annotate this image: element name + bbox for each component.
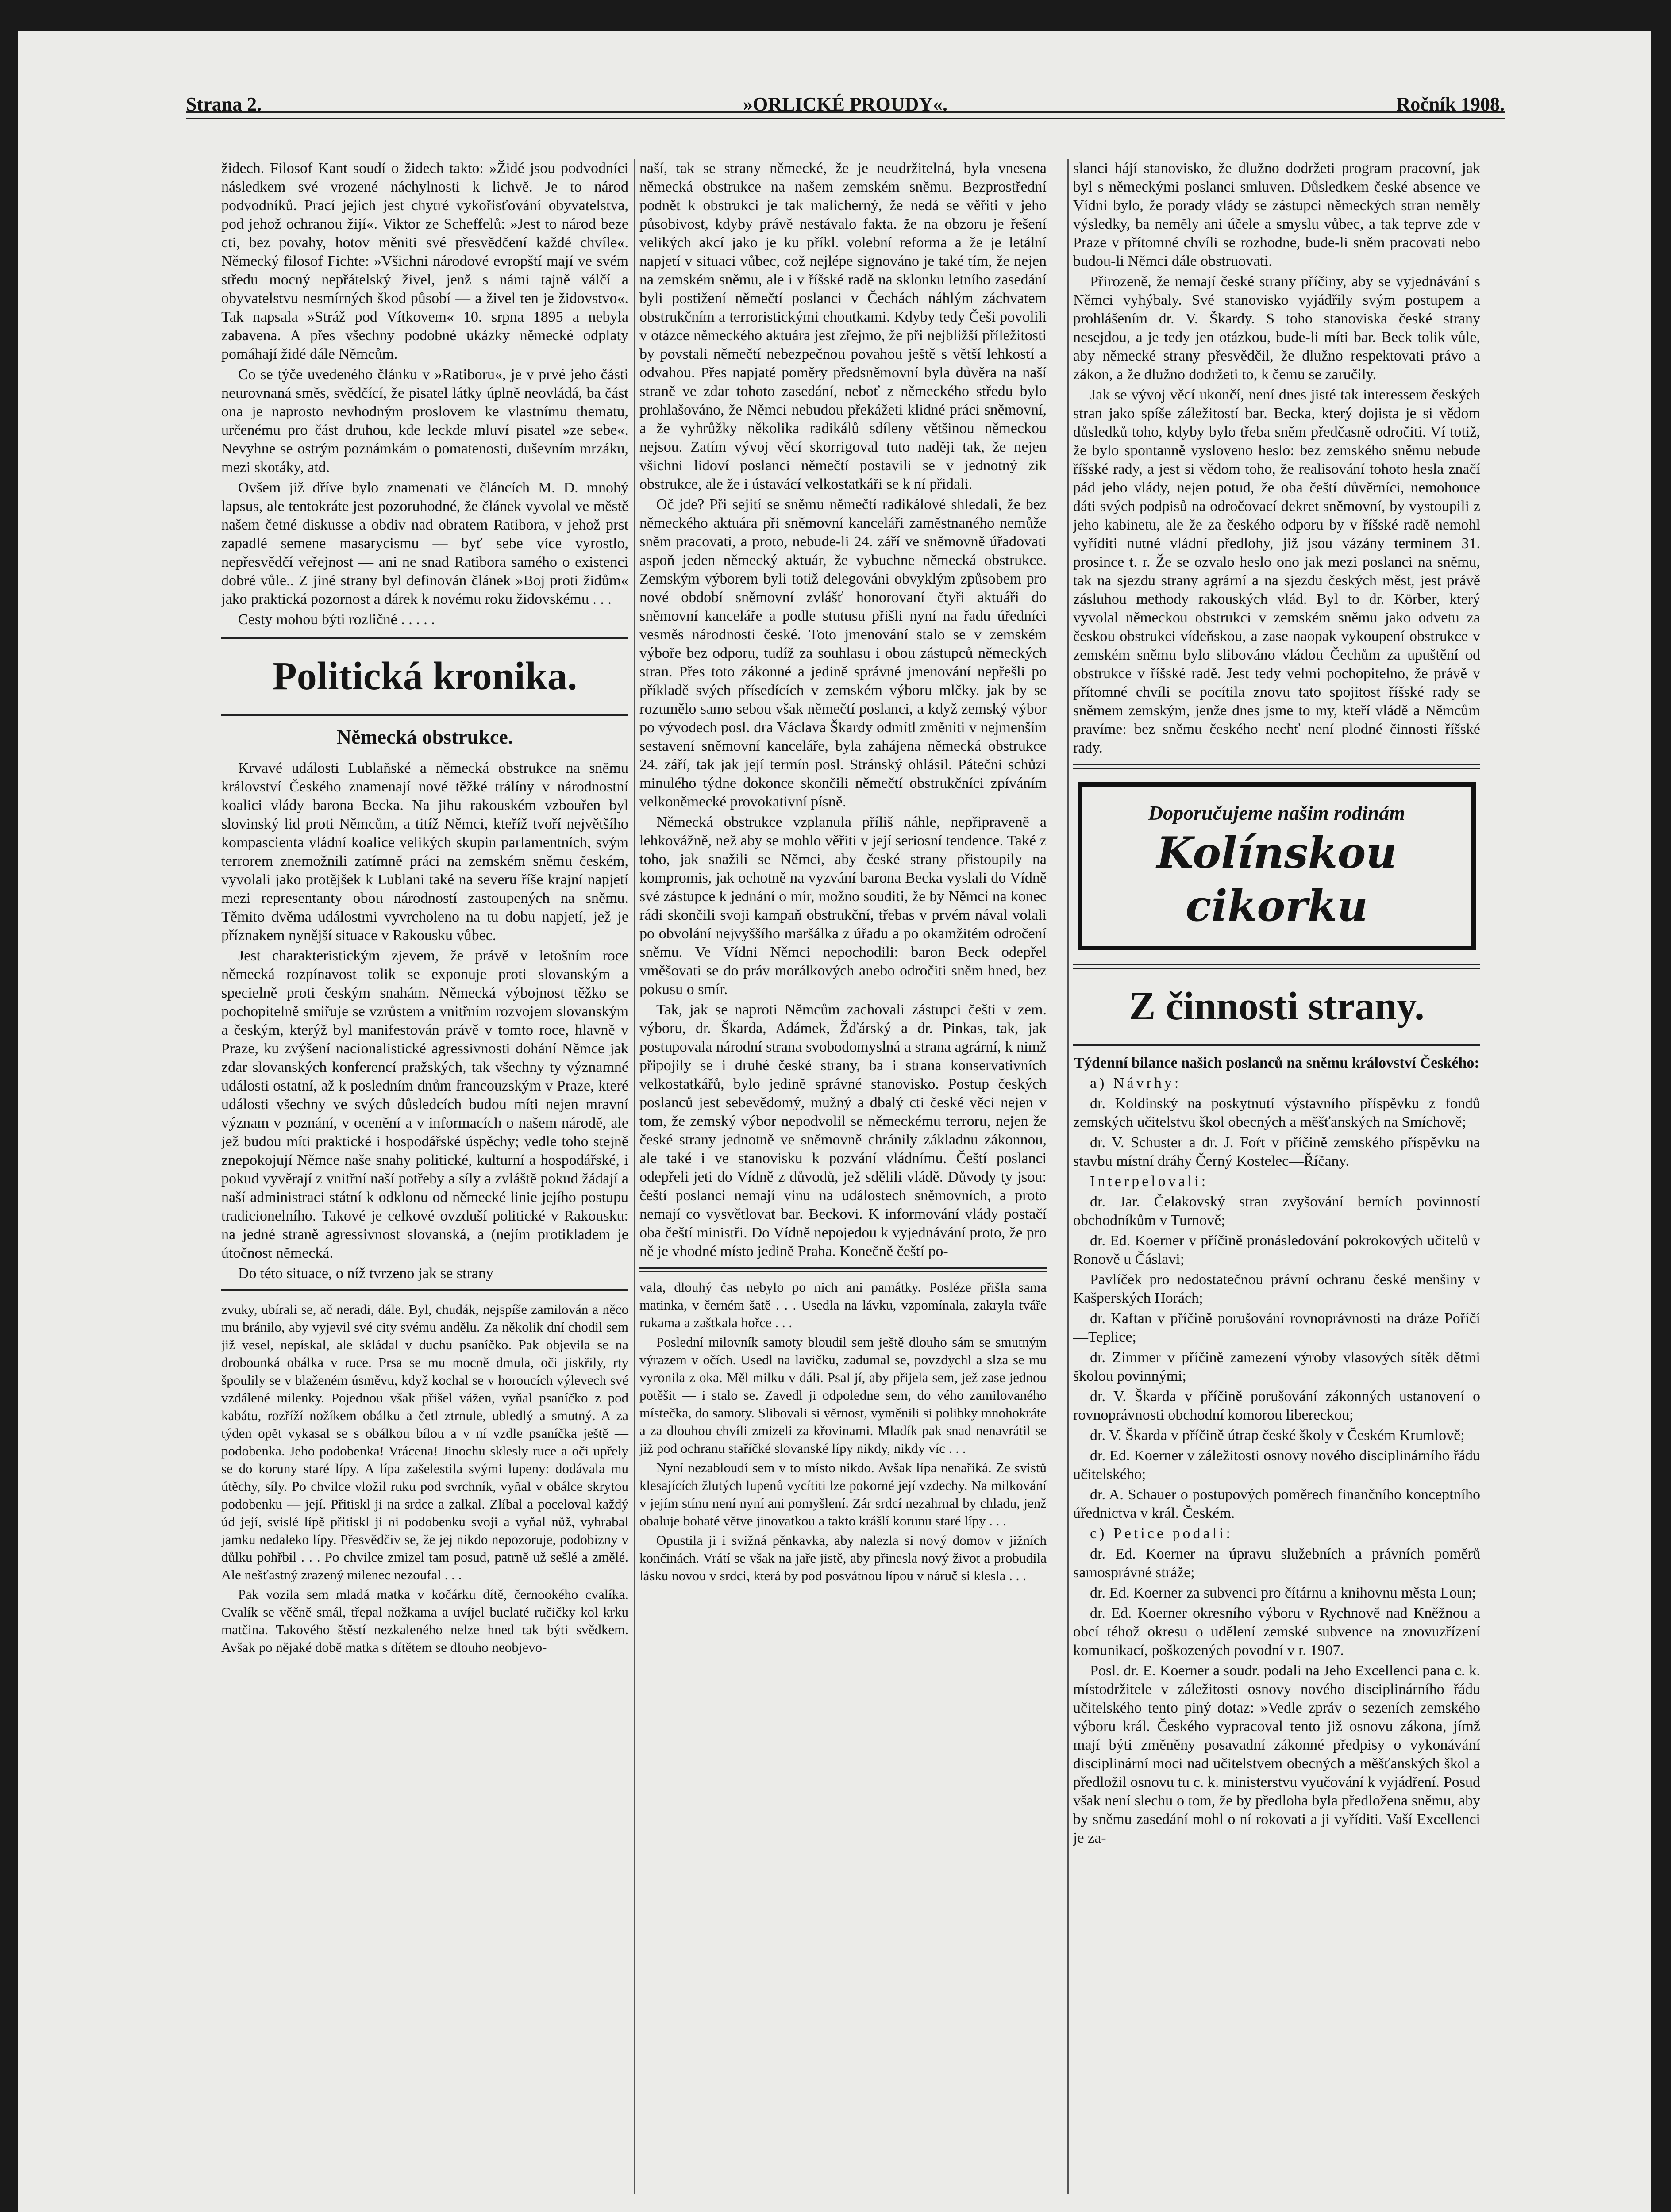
section-title-politicka-kronika: Politická kronika. <box>272 654 578 698</box>
list-item: dr. Ed. Koerner okresního výboru v Rychnově nad Kněžnou a obcí téhož okresu o udělení zemské subvence na znovuzřízení komunikací, poškozených povodní v r. 1907. <box>1073 1605 1480 1659</box>
list-item: dr. V. Škarda v příčině porušování zákonných ustanovení o rovnoprávnosti obchodní komorou libereckou; <box>1073 1388 1480 1423</box>
list-item: dr. Ed. Koerner za subvenci pro čítárnu a knihovnu města Loun; <box>1090 1585 1476 1601</box>
volume-year: Ročník 1908. <box>1396 93 1505 115</box>
list-item: Pavlíček pro nedostatečnou právní ochranu české menšiny v Kašperských Horách; <box>1073 1271 1480 1306</box>
list-item: dr. Zimmer v příčině zamezení výroby vlasových sítěk dětmi školou povinnými; <box>1073 1349 1480 1384</box>
article-paragraph: židech. Filosof Kant soudí o židech takto: »Židé jsou podvodníci následkem své vrozené náchylnosti k lichvě. Je to národ podvodníků. Prací jejich jest chytré vykořisťování obyvatelstva, pod jehož ochranou žijí«. Viktor ze Scheffelů: »Jest to národ beze cti, bez povahy, hotov měniti své přesvědčení každé chvíle«. Německý filosof Fichte: »Všichni národové evropští mají ve svém středu mocný nepřátelský živel, jenž s námi tajně válčí a obyvatelstvu nesmírných škod působí — a živel ten je židovstvo«. Tak napsala »Stráž pod Vítkovem« 10. srpna 1895 a nebyla zabavena. A přes všechny podobné ukázky německé odplaty pomáhají židé dále Němcům. <box>221 160 628 362</box>
section-rule <box>221 637 628 639</box>
feuilleton-paragraph: Pak vozila sem mladá matka v kočárku dítě, černookého cvalíka. Cvalík se věčně smál, třepal nožkama a uvíjel buclaté ručičky kol krku matčina. Takového štěstí nezkaleného nelze hned tak býti svědkem. Avšak po nějaké době matka s dítětem se dlouho neobjevo- <box>221 1586 628 1655</box>
feuilleton-paragraph: vala, dlouhý čas nebylo po nich ani památky. Posléze přišla sama matinka, v černém šatě . . . Usedla na lávku, vzpomínala, zakryla tváře rukama a zaštkala hořce . . . <box>639 1279 1047 1330</box>
article-paragraph: Přirozeně, že nemají české strany příčiny, aby se vyjednávání s Němci vyhýbaly. Své stanovisko vyjádřily svým postupem a prohlášením dr. V. Škardy. S toho stanoviska české strany nesejdou, a je tedy jen otázkou, bude-li míti bar. Beck tolik vůle, aby německé strany přesvědčil, že dlužno respektovati právo a zákon, a že dlužno dodržeti to, k čemu se zaručily. <box>1073 273 1480 383</box>
feuilleton-paragraph: Opustila ji i svižná pěnkavka, aby nalezla si nový domov v jižních končinách. Vrátí se však na jaře jistě, aby přinesla nový život a probudila lásku novou v srdci, která by pod posvátnou lípou v náruč si klesla . . . <box>639 1532 1047 1583</box>
article-paragraph: Oč jde? Při sejití se sněmu němečtí radikálové shledali, že bez německého aktuára při sněmovní kanceláři zaměstnaného nemůže sněm pracovati, a proto, nebude-li 24. září ve sněmovně úřadovati aspoň jeden německý aktuár, že vybuchne německá obstrukce. Zemským výborem byli totiž delegováni obvyklým způsobem pro nové období sněmovní zvlášť honorovaní čtyři aktuáři do sněmovní kanceláře a podle stutusu přišli nyní na řadu úředníci vesměs národnosti české. Toto jmenování stalo se v zemském výboře bez odporu, tudíž za souhlasu i obou zástupců německých stran. Přes toto zákonné a jedině správné jmenování nepřešli po příkladě svých přísedících v zemském výboru mlčky. jak by se rozumělo samo sebou však němečtí poslanci, a když zemský výbor po vývodech posl. dra Václava Škardy odmítl změniti v nejmenším sestavení sněmovní kanceláře, byla zahájena německá obstrukce 24. září, tak jak její termín posl. Stránský ohlásil. Pátečni schůzi minulého týdne dokonce skončili němečtí obstrukčníci zpíváním velkoněmecké provokativní písně. <box>639 496 1047 810</box>
article-paragraph: Krvavé události Lublaňské a německá obstrukce na sněmu království Českého znamenají nové těžké trálíny v národnostní koalici vlády barona Becka. Na jihu rakouském vzbouřen byl slovinský lid proti Němcům, a titíž Němci, kteříž tvoří největšího kompascienta vládní koalice velikých skupin parlamentních, svým terrorem znemožnili zatímně práci na zemském sněmu českém, vyvolali jako protějšek k Lublani také na severu říše krajní napjetí mezi representanty obou národností zastoupených na sněmu. Těmito dvěma událostmi vyvrcholeno na tu dobu napjetí, jež je příznakem nynější situace v Rakousku vůbec. <box>221 760 628 944</box>
list-item: dr. Jar. Čelakovský stran zvyšování berních povinností obchodníkům v Turnově; <box>1073 1194 1480 1229</box>
article-paragraph: Jak se vývoj věcí ukončí, není dnes jisté tak interessem českých stran jako spíše záležitostí bar. Becka, který dojista je si vědom důsledků toho, kdyby bylo třeba sněm předčasně odročiti. Ví totiž, že bylo spontanně vysloveno heslo: bez zemského sněmu nebude říšské rady, a jest si vědom toho, že realisování tohoto hesla značí pád jeho vlády, nejen potud, že oba čeští důvěrníci, nemohouce dáti svých podpisů na odročovací dekret sněmovní, by vystoupili z jeho kabinetu, ale že za českého odporu by v říšské radě nemohl vyříditi nutné vládní předlohy, již jsou vázány terminem 31. prosince t. r. Že se ozvalo heslo ono jak mezi poslanci na sněmu, tak na sjezdu strany agrární a na sjezdu českých měst, jest právě zásluhou methody rakouských vlád. Byl to dr. Körber, který vyvolal německou obstrukci v zemském sněmu jako odvetu za českou obstrukci vídeňskou, a zase naopak vykoupení obstrukce v zemském sněmu bylo slibováno vládou Čechům za upuštění od obstrukce v říšské radě. Jest tedy velmi pochopitelno, že právě v přítomné chvíli se pocítila znovu tato spojitost říšské rady se sněmem zemským, jenže dnes jsme to my, kteří vládě a Němcům pravíme: bez sněmu českého nechť není plodné činnosti říšské rady. <box>1073 387 1480 756</box>
list-item: dr. V. Schuster a dr. J. Foŕt v příčině zemského příspěvku na stavbu místní dráhy Černý Kostelec—Říčany. <box>1073 1134 1480 1169</box>
list-item: dr. Kaftan v příčině porušování rovnoprávnosti na dráze Poříčí—Teplice; <box>1073 1310 1480 1345</box>
section-rule <box>1073 964 1480 969</box>
column-3 <box>1073 159 1480 1849</box>
section-rule <box>1073 1044 1480 1046</box>
article-paragraph: slanci hájí stanovisko, že dlužno dodržeti program pracovní, jak byl s německými poslanci smluven. Důsledkem české absence ve Vídni bylo, že porady vlády se zástupci německých stran neměly výsledky, ba neměly ani účele a smyslu vůbec, a tak teprve zde v Praze v přítomné chvíli se rozhodne, bude-li sněm pracovati nebo budou-li Němci dále obstruovati. <box>1073 160 1480 269</box>
page-header <box>186 84 1505 119</box>
article-paragraph: Jest charakteristickým zjevem, že právě v letošním roce německá rozpínavost tolik se exponuje proti slovanským a specielně proti českým snahám. Německá výbojnost těžko se pochopitelně smiřuje se vzrůstem a vnitřním rozvojem slovanským a českým, kterýž byl manifestován právě v tomto roce, hlavně v Praze, ku zvýšení nacionalistické agressivnosti dohání Němce jak zdar slovanských konferencí pražských, tak všechny ty významné události ostatní, až k posledním dnům francouzským v Praze, které události všechny ve svých důsledcích budou míti nejen mravní význam v poznání, v ocenění a v informacích o našem národě, ale jež budou míti praktické i hospodářské úspěchy; vedle toho stejně znepokojují Němce naše snahy politické, kulturní a hospodářské, i pokud vyvěrají z vnitřní naší potřeby a síly a zvláště pokud žádají a naší administraci státní k odklonu od německé linie jejího postupu tradicionelního. Takové je celkové ovzduší politické v Rakousku: na jedné straně agressivnost slovanská, a (nejím protikladem je útočnost německá. <box>221 948 628 1261</box>
column-divider-1 <box>634 159 635 2194</box>
feuilleton-paragraph: Poslední milovník samoty bloudil sem ještě dlouho sám se smutným výrazem v očích. Usedl na lavičku, zadumal se, povzdychl a slza se mu vyronila z oka. Měl milku v dáli. Psal jí, aby přijela sem, jež zase jednou potěšit — i stalo se. Zavedl ji odpoledne sem, do vého zamilovaného místečka, do samoty. Slibovali si věrnost, vyměnili si polibky mnohokráte a za dlouhou chvíli zmizeli za křovinami. Mladík pak snad nenavrátil se již pod ochranu staříčké slovanské lípy nikdy, nikdy víc . . . <box>639 1334 1047 1456</box>
article-paragraph: Posl. dr. E. Koerner a soudr. podali na Jeho Excellenci pana c. k. místodržitele v záležitosti osnovy nového disciplinárního řádu učitelského tento piný dotaz: »Vedle zpráv o sezeních zemského výboru král. Českého vypracoval tento již osnovu zákona, jímž mají býti změněny posavadní zákonné předpisy o vykonávání disciplinární moci nad učitelstvem obecných a měšťanských škol a předložil osnovu tu c. k. ministerstvu vyučování k vyjádření. Posud však není slechu o tom, že by předloha byla předložena sněmu, aby by sněmu zasedání mohl o ní rokovati a ji vyříditi. Vaší Excellenci je za- <box>1073 1663 1480 1846</box>
list-item: dr. Koldinský na poskytnutí výstavního příspěvku z fondů zemských učitelstvu škol obecných a měšťanských na Smíchově; <box>1073 1095 1480 1130</box>
newspaper-title: »ORLICKÉ PROUDY«. <box>743 93 948 115</box>
article-paragraph: Tak, jak se naproti Němcům zachovali zástupci češti v zem. výboru, dr. Škarda, Adámek, Žďárský a dr. Pinkas, tak, jak postupovala národní strana svobodomyslná a strana agrární, k nimž připojily se i druhé české strany, ba i strana konservativních velkostatkářů, bylo jedině správné stanovisko. Postup českých poslanců jest sebevědomý, mužný a dbalý cti české věci nejen v tom, že zemský výbor nepodvolil se německému terroru, nejen že české strany jednotně ve sněmovně chránily základnu zákonnou, ale také i ve stanovisku k pozvání vládnímu. Čeští poslanci odepřeli jeti do Vídně z důvodů, jež sdělili vládě. Důvody ty jsou: čeští poslanci nemají vinu na událostech sněmovních, a proto nemají co vysvětlovat bar. Beckovi. K informování vlády postačí oba čeští ministři. Do Vídně nepojedou k vyjednávání proto, že pro ně je vhodné místo jedině Praha. Konečně čeští po- <box>639 1002 1047 1260</box>
list-item: dr. Ed. Koerner na úpravu služebních a právních poměrů samosprávné stráže; <box>1073 1546 1480 1581</box>
list-item: dr. V. Škarda v příčině útrap české školy v Českém Krumlově; <box>1090 1427 1465 1444</box>
article-paragraph: Ovšem již dříve bylo znamenati ve článcích M. D. mnohý lapsus, ale tentokráte jest pozoruhodné, že článek vyvolal ve městě našem četné diskusse a obdiv nad obratem Ratibora, v jehož prst zapadlé semene masarycismu — byť sebe více vyrostlo, nepřesvědčí veřejnost — ani ne snad Ratibora samého o existenci dobré vůle.. Z jiné strany byl definován článek »Boj proti židům« jako praktická pozornost a dárek k novému roku židovskému . . . <box>221 480 628 607</box>
chicory-advertisement <box>1078 782 1476 950</box>
ad-rule <box>1073 764 1480 769</box>
column-1 <box>221 159 628 1658</box>
feuilleton-paragraph: Nyní nezabloudí sem v to místo nikdo. Avšak lípa nenaříká. Ze svistů klesajících žlutých lupenů vycítiti lze pokorné její vzdechy. Na milkování v jejím stínu není nyní ani pomyšlení. Zár srdcí nezahrnal by chladu, jenž obaluje bohaté větve jinovatkou a takto krášlí korunu staré lípy . . . <box>639 1460 1047 1528</box>
header-rule <box>186 111 1505 119</box>
article-paragraph: Do této situace, o níž tvrzeno jak se strany <box>238 1265 493 1282</box>
section-rule <box>221 714 628 716</box>
article-paragraph: Co se týče uvedeného článku v »Ratiboru«, je v prvé jeho části neurovnaná směs, svědčící, že pisatel látky úplně neovládá, ba část ona je naprosto nevhodným proslovem ke vlastnímu thematu, určenému pro část druhou, kde leckde mluví pisatel »ze sebe«. Nevyhne se ostrým poznámkám o pomatenosti, duševním mrzáku, mezi skotáky, atd. <box>221 366 628 476</box>
ad-tagline: Doporučujeme našim rodinám <box>1148 802 1405 824</box>
feuilleton-paragraph: zvuky, ubírali se, ač neradi, dále. Byl, chudák, nejspíše zamilován a něco mu bránilo, aby vyjevil své city svému andělu. Za několik dní chodil sem již vesel, nepískal, ale skládal v duchu psaníčko. Pak objevila se na drobounká obálka v ruce. Prsa se mu mocně dmula, oči jiskřily, rty špoulily se v blaženém úsměvu, když kochal se v horoucích výlevech své vzdálené milenky. Pojednou však přišel vážen, vyňal psaníčko z pod kabátu, rozříží nožíkem obálku a četl ztrnule, ubledlý a smutný. A za týden opět vykasal se s obálkou bílou a v ní vzdle psaníčka ještě — podobenka. Jeho podobenka! Vrácena! Jinochu sklesly ruce a oči upřely se do koruny staré lípy. A lípa zašelestila svými lupeny: dodávala mu útěchy, síly. Po chvilce vložil ruku pod svrchník, vyňal v obálce skrytou podobenku — její. Přitiskl ji na srdce a zalkal. Zlíbal a poceloval každý úd její, svislé lípě přitiskl ji ni podobenku svoji a vyňal nůž, vyhrabal jamku nedaleko lípy. Přesvědčiv se, že jej nikdo nepozoruje, podobizny v důlku pohřbil . . . Po chvilce zmizel tam posud, patrně už sešlé a změlé. Ale nešťastný zrazený milenec nezoufal . . . <box>221 1302 628 1582</box>
list-heading: c) Petice podali: <box>1090 1525 1233 1542</box>
article-subtitle: Německá obstrukce. <box>336 726 513 748</box>
feuilleton-rule <box>639 1267 1047 1272</box>
page-number: Strana 2. <box>186 93 262 115</box>
column-2 <box>639 159 1047 1586</box>
report-title: Týdenní bilance našich poslanců na sněmu království Českého: <box>1074 1055 1479 1071</box>
column-divider-2 <box>1067 159 1069 2194</box>
feuilleton-rule <box>221 1289 628 1294</box>
list-heading: a) Návrhy: <box>1090 1075 1182 1091</box>
ad-product-name: Kolínskou cikorku <box>1156 828 1397 931</box>
article-paragraph: Německá obstrukce vzplanula příliš náhle, nepřipraveně a lehkovážně, než aby se mohlo věřiti v její seriosní tendence. Také z toho, jak snažili se Němci, aby české strany přistoupily na kompromis, jak ochotně na vyzvání barona Becka vyslali do Vídně své zástupce k jednání o mír, možno souditi, že by Němci na konec rádi skončili svoji kampaň obstrukční, třebas v prvém nával volali po obvolání nejvyššího maršálka z úřadu a po okamžitém odročení sněmu. Ve Vídni Němci nepochodili: baron Beck odepřel vměšovati se do práv morálkových anebo odročiti sněm hned, bez pokusu o smír. <box>639 814 1047 998</box>
list-item: dr. A. Schauer o postupových poměrech finančního konceptního úřednictva v král. Českém. <box>1073 1486 1480 1521</box>
article-paragraph: Cesty mohou býti rozličné . . . . . <box>238 611 435 628</box>
list-item: dr. Ed. Koerner v příčině pronásledování pokrokových učitelů v Ronově u Čáslavi; <box>1073 1233 1480 1267</box>
article-paragraph: naší, tak se strany německé, že je neudržitelná, byla vnesena německá obstrukce na našem zemském sněmu. Bezprostřední podnět k obstrukci je tak malicherný, že nedá se věřiti v jeho působivost, kdyby právě nestávalo fakta. že na obzoru je řešení velikých akcí jako je ku příkl. volební reforma a že je letální napjetí v situaci vůbec, což nejlépe signováno je také tím, že nejen na zemském sněmu, ale i v říšské radě na sklonku letního zasedání byli postižení němečtí poslanci v Čechách náhlým záchvatem obstrukčním a terroristickými choutkami. Kdyby tedy Češi povolili v otázce německého aktuára jest zřejmo, že při nejbližší příležitosti by povstali němečtí nebezpečnou povahou ještě s větší lehkostí a odvahou. Přes napjaté poměry předsněmovní byla důvěra na naší straně ve zdar tohoto zasedání, neboť z německého středu bylo prohlašováno, že Němci nebudou překážeti klidné práci sněmovní, a že vyhrůžky několika radikálů sdíleny většinou německou nejsou. Zatím vývoj věcí skorrigoval tuto naději tak, že nejen všichni lidoví poslanci němečtí postavili se v jednotný zik obstrukce, ale že i ústavácí velkostatkáři se k ní přidali. <box>639 160 1047 492</box>
section-title-z-cinnosti-strany: Z činnosti strany. <box>1129 984 1425 1028</box>
list-item: dr. Ed. Koerner v záležitosti osnovy nového disciplinárního řádu učitelského; <box>1073 1448 1480 1482</box>
list-heading: Interpelovali: <box>1090 1173 1209 1190</box>
